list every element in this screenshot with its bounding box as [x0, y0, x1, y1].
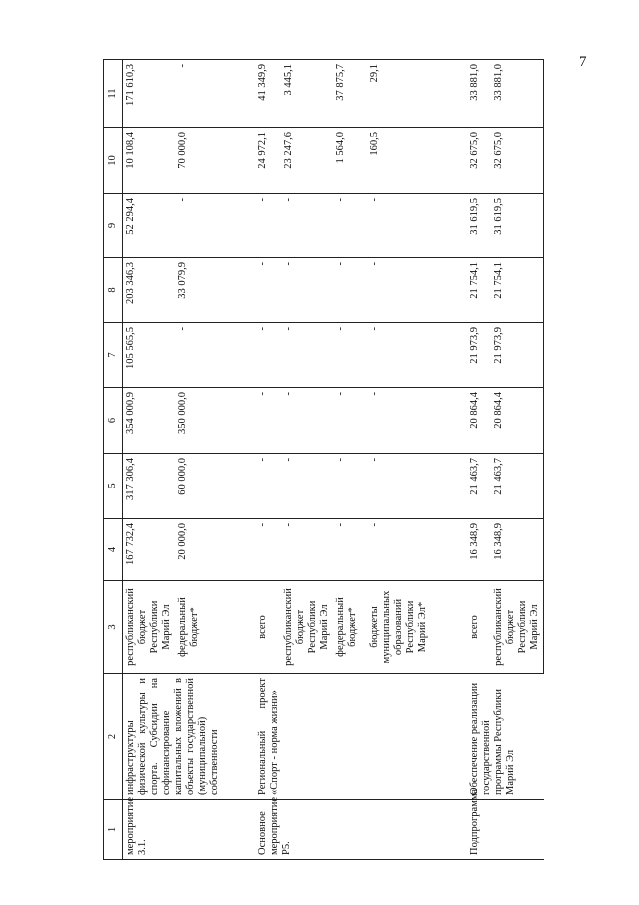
value-cell: - [367, 258, 467, 323]
value-cell: 16 348,9 [491, 519, 544, 581]
budget-table [103, 59, 544, 860]
table-row [255, 60, 281, 860]
value-cell: 21 973,9 [491, 323, 544, 388]
value-cell: 31 619,5 [467, 194, 491, 258]
value-cell: - [333, 323, 367, 388]
value-cell: 350 000,0 [175, 388, 255, 454]
value-cell: 33 881,0 [491, 60, 544, 128]
source-cell: всего [255, 581, 281, 674]
value-cell: 29,1 [367, 60, 467, 128]
value-cell: - [333, 194, 367, 258]
value-cell: - [175, 194, 255, 258]
value-cell: 32 675,0 [491, 128, 544, 194]
value-cell: 21 754,1 [491, 258, 544, 323]
value-cell: - [281, 194, 333, 258]
value-cell: 23 247,6 [281, 128, 333, 194]
value-cell: - [333, 454, 367, 519]
value-cell: - [281, 388, 333, 454]
header-cell: 7 [104, 323, 123, 388]
header-row [104, 60, 123, 860]
value-cell: 21 463,7 [467, 454, 491, 519]
value-cell: 31 619,5 [491, 194, 544, 258]
measure-cell [175, 800, 255, 860]
value-cell: 354 000,9 [123, 388, 176, 454]
value-cell: 105 565,5 [123, 323, 176, 388]
value-cell: - [367, 519, 467, 581]
value-cell: 203 346,3 [123, 258, 176, 323]
value-cell: - [175, 60, 255, 128]
value-cell: - [367, 194, 467, 258]
table-row [467, 60, 491, 860]
value-cell: - [281, 454, 333, 519]
source-cell: бюджеты муниципальных образований Республики Марий Эл* [367, 581, 467, 674]
value-cell: 24 972,1 [255, 128, 281, 194]
value-cell: 20 864,4 [467, 388, 491, 454]
header-cell: 10 [104, 128, 123, 194]
value-cell: 21 754,1 [467, 258, 491, 323]
table-row [123, 60, 176, 860]
measure-cell: Подпрограмма [467, 800, 544, 860]
value-cell: 60 000,0 [175, 454, 255, 519]
value-cell: - [367, 454, 467, 519]
description-cell: Региональный проект «Спорт - норма жизни» [255, 674, 467, 800]
value-cell: 3 445,1 [281, 60, 333, 128]
value-cell: 21 973,9 [467, 323, 491, 388]
value-cell: 20 000,0 [175, 519, 255, 581]
value-cell: 32 675,0 [467, 128, 491, 194]
value-cell: 52 294,4 [123, 194, 176, 258]
value-cell: - [367, 388, 467, 454]
value-cell: 1 564,0 [333, 128, 367, 194]
value-cell: - [255, 388, 281, 454]
source-cell: республиканский бюджет Республики Марий Эл [281, 581, 333, 674]
source-cell: всего [467, 581, 491, 674]
header-cell: 6 [104, 388, 123, 454]
rotated-table-area [103, 60, 540, 860]
header-cell: 11 [104, 60, 123, 128]
value-cell: 16 348,9 [467, 519, 491, 581]
value-cell: 33 079,9 [175, 258, 255, 323]
value-cell: - [281, 258, 333, 323]
value-cell: - [367, 323, 467, 388]
value-cell: - [281, 519, 333, 581]
value-cell: - [255, 323, 281, 388]
value-cell: - [255, 519, 281, 581]
header-cell: 2 [104, 674, 123, 800]
value-cell: 21 463,7 [491, 454, 544, 519]
header-cell: 4 [104, 519, 123, 581]
value-cell: 167 732,4 [123, 519, 176, 581]
value-cell: - [255, 194, 281, 258]
source-cell: республиканский бюджет Республики Марий Эл [123, 581, 176, 674]
source-cell: республиканский бюджет Республики Марий Эл [491, 581, 544, 674]
value-cell: - [255, 454, 281, 519]
header-cell: 3 [104, 581, 123, 674]
source-cell: федеральный бюджет* [175, 581, 255, 674]
value-cell: - [175, 323, 255, 388]
value-cell: 20 864,4 [491, 388, 544, 454]
value-cell: 10 108,4 [123, 128, 176, 194]
description-cell: инфраструктуры физической культуры и спорта. Субсидии на софинансирование капитальных вложений в объекты государственной (муниципальной) собственности [123, 674, 256, 800]
measure-cell: Основное мероприятие Р5. [255, 800, 467, 860]
value-cell: 37 875,7 [333, 60, 367, 128]
value-cell: 33 881,0 [467, 60, 491, 128]
measure-cell: мероприятие 3.1. [123, 800, 176, 860]
value-cell: - [333, 258, 367, 323]
page-number: 7 [579, 54, 587, 70]
header-cell: 1 [104, 800, 123, 860]
description-cell: Обеспечение реализации государственной программы Республики Марий Эл [467, 674, 544, 800]
value-cell: - [333, 519, 367, 581]
header-cell: 5 [104, 454, 123, 519]
source-cell: федеральный бюджет* [333, 581, 367, 674]
value-cell: - [281, 323, 333, 388]
value-cell: 160,5 [367, 128, 467, 194]
value-cell: - [333, 388, 367, 454]
value-cell: 70 000,0 [175, 128, 255, 194]
value-cell: 171 610,3 [123, 60, 176, 128]
value-cell: 41 349,9 [255, 60, 281, 128]
header-cell: 9 [104, 194, 123, 258]
value-cell: 317 306,4 [123, 454, 176, 519]
value-cell: - [255, 258, 281, 323]
header-cell: 8 [104, 258, 123, 323]
